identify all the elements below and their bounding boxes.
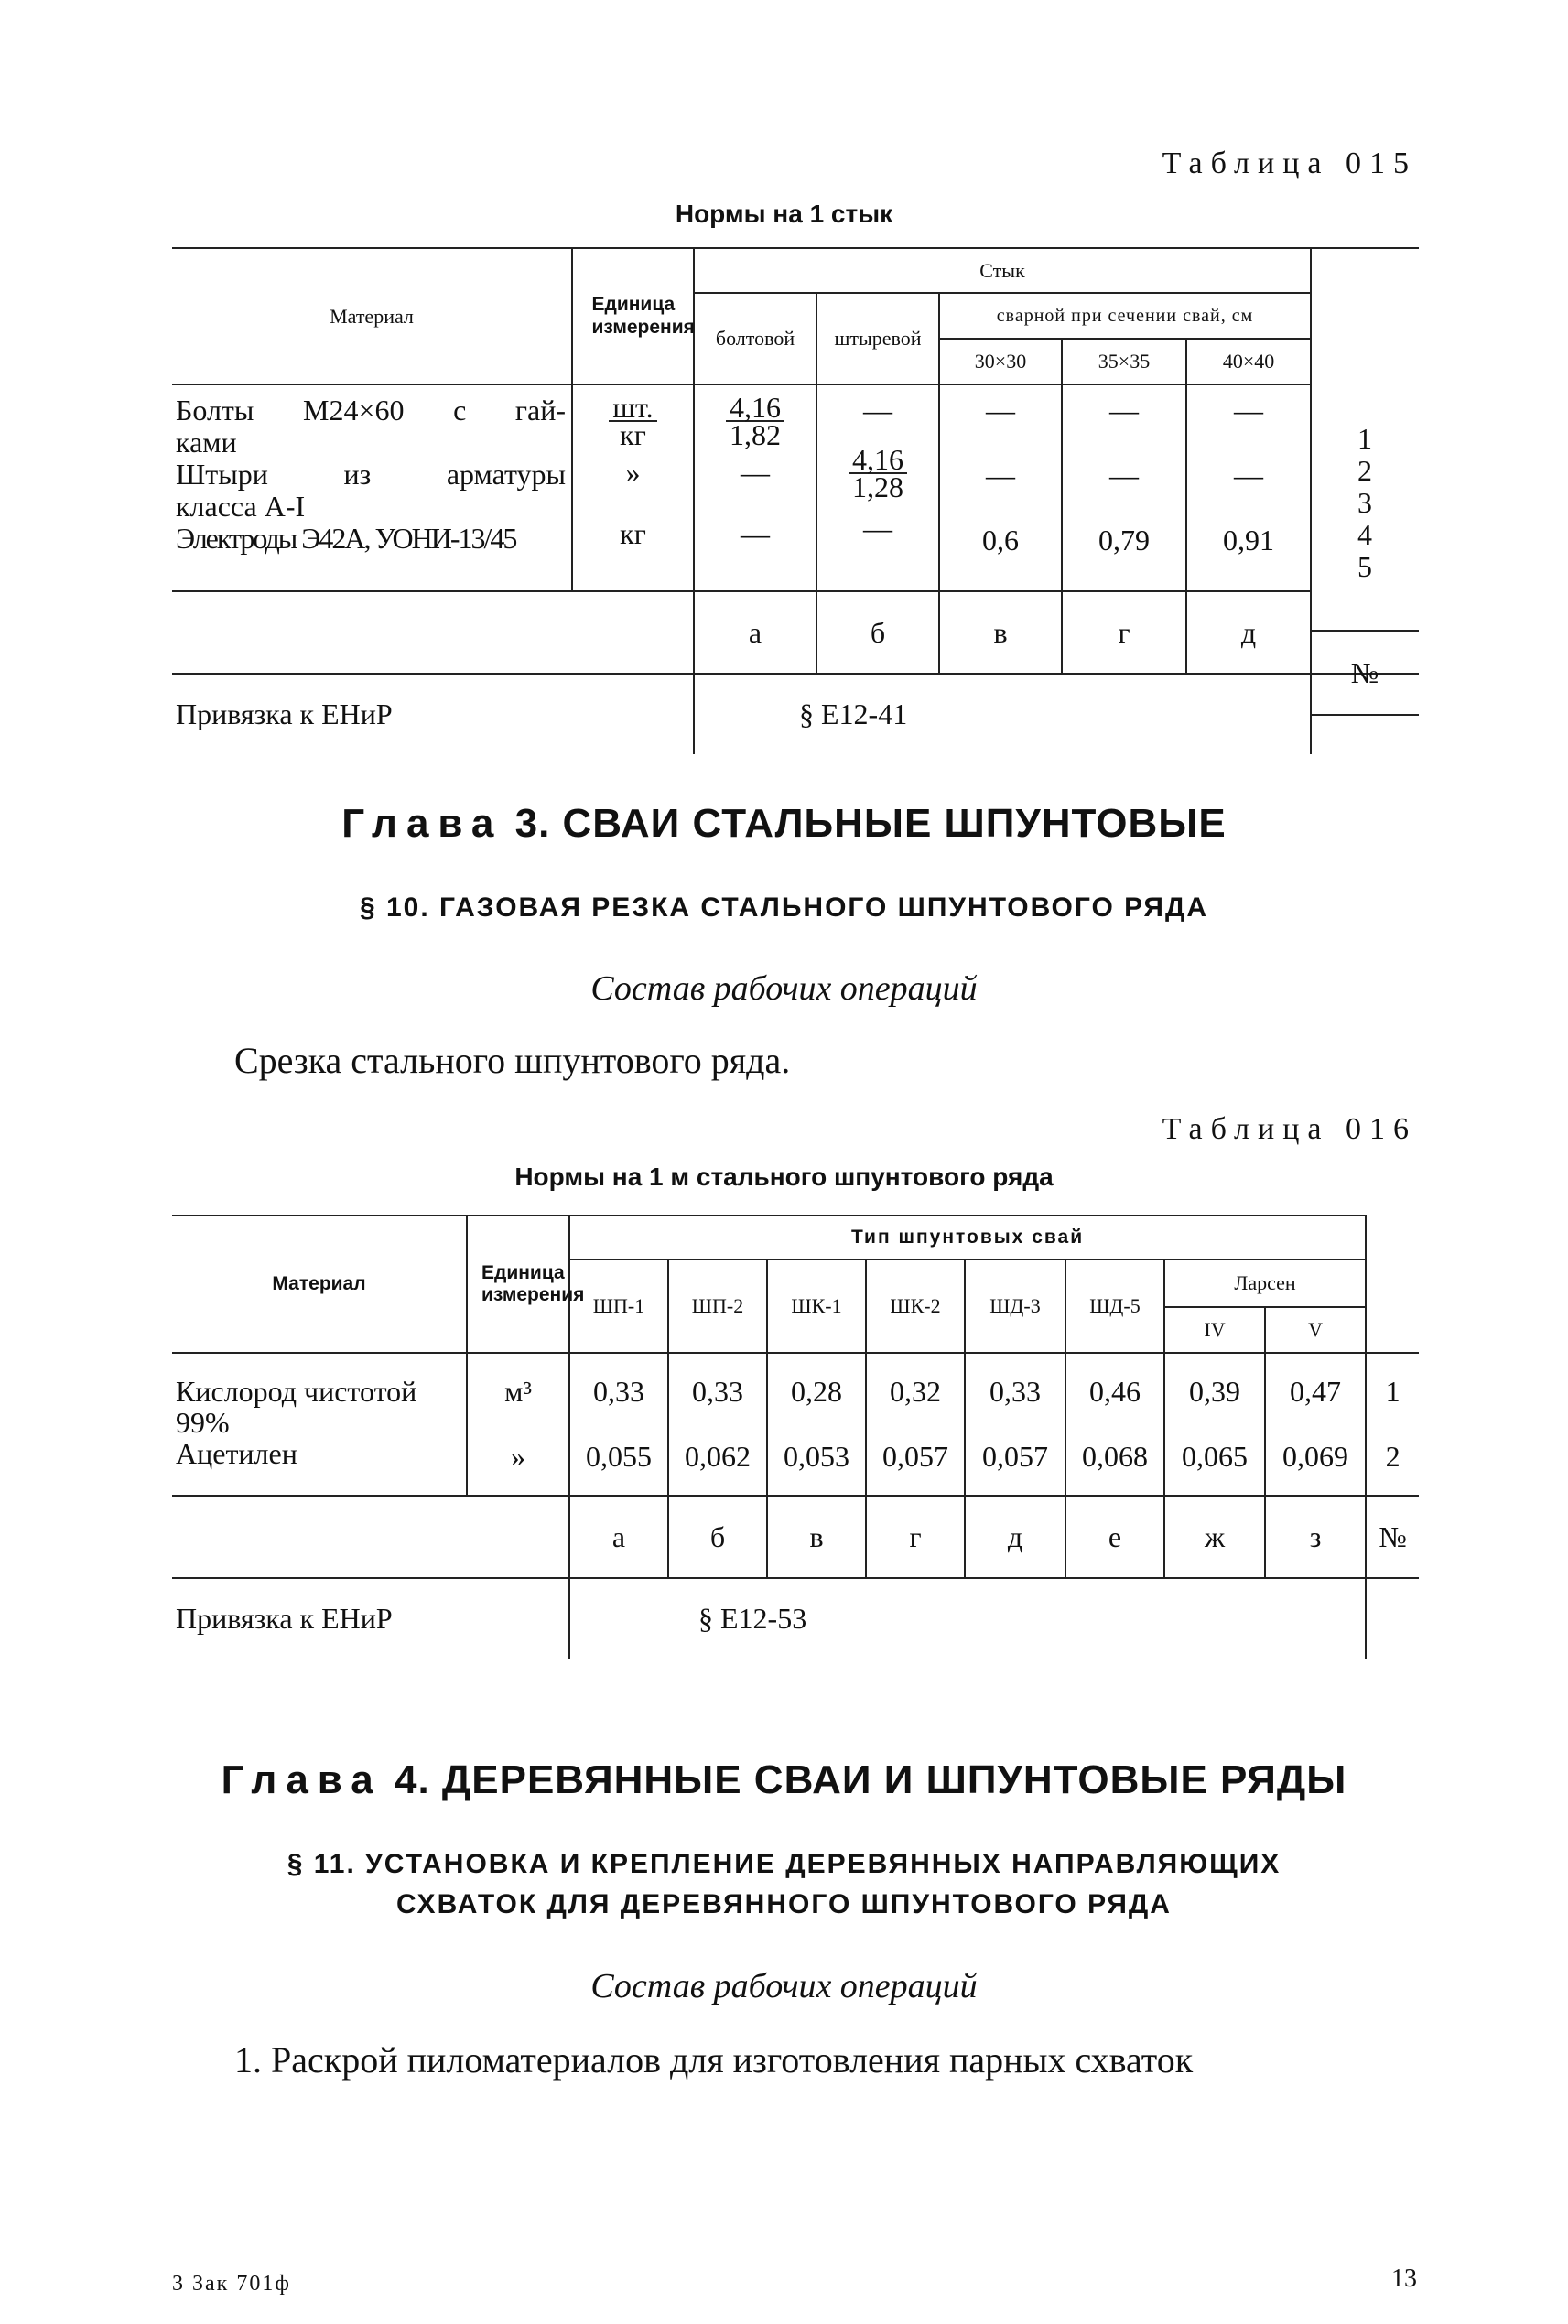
material-line: класса А-I [176, 490, 306, 523]
chapter-4-title [0, 1757, 1568, 1803]
value: 0,28 [791, 1375, 842, 1408]
value: 0,068 [1082, 1440, 1148, 1473]
row-number: 3 [1357, 486, 1372, 519]
reference-blank [1366, 1578, 1419, 1659]
value: 0,062 [685, 1440, 751, 1473]
value-cell [1265, 1353, 1366, 1496]
header-unit-text: Единица измерения [481, 1261, 585, 1305]
header-40x40: 40×40 [1186, 339, 1311, 384]
reference-value: § Е12-41 [694, 674, 1311, 754]
value: 0,79 [1098, 524, 1150, 557]
value: 0,91 [1223, 524, 1275, 557]
column-letter: д [1186, 591, 1311, 674]
column-letter: д [965, 1496, 1065, 1578]
bolted-cell [694, 384, 816, 591]
row-number: 2 [1357, 454, 1372, 487]
column-letter: е [1065, 1496, 1164, 1578]
unit-value: кг [620, 418, 646, 451]
table-016-caption: Нормы на 1 м стального шпунтового ряда [514, 1162, 1054, 1191]
header-welded: сварной при сечении свай, см [939, 293, 1311, 339]
header-unit-text: Единица измерения [591, 294, 695, 338]
row-number: 5 [1357, 550, 1372, 583]
header-iv: IV [1164, 1307, 1265, 1353]
value: 0,069 [1282, 1440, 1349, 1473]
footer-print-code: 3 Зак 701ф [172, 2272, 291, 2296]
section-title-line: СХВАТОК ДЛЯ ДЕРЕВЯННОГО ШПУНТОВОГО РЯДА [396, 1889, 1172, 1919]
material-line: Штыри из арматуры [176, 458, 566, 491]
s35-cell [1062, 384, 1186, 591]
chapter-title-text: 3. СВАИ СТАЛЬНЫЕ ШПУНТОВЫЕ [514, 801, 1227, 846]
header-shd3: ШД-3 [965, 1259, 1065, 1353]
header-type: Тип шпунтовых свай [569, 1216, 1366, 1259]
table-016-number: Таблица 016 [1162, 1112, 1417, 1146]
header-larsen: Ларсен [1164, 1259, 1366, 1307]
row-number-header-015: № [1311, 630, 1419, 716]
unit-cell [467, 1353, 569, 1496]
value: 0,32 [890, 1375, 941, 1408]
value-cell [569, 1353, 668, 1496]
value: 0,057 [882, 1440, 948, 1473]
value: 0,39 [1189, 1375, 1240, 1408]
value: — [986, 459, 1015, 492]
value-cell [1164, 1353, 1265, 1496]
material-line: Электроды Э42А, УОНИ-13/45 [176, 522, 516, 555]
row-number-cell [1366, 1353, 1419, 1496]
header-unit [572, 248, 694, 384]
letters-blank [172, 1496, 569, 1578]
bolted-fraction [726, 391, 784, 451]
chapter-title-text: 4. ДЕРЕВЯННЫЕ СВАИ И ШПУНТОВЫЕ РЯДЫ [394, 1757, 1347, 1802]
header-material: Материал [172, 248, 572, 384]
unit-value: кг [620, 517, 646, 550]
value: 0,46 [1089, 1375, 1141, 1408]
pin-fraction [849, 443, 907, 503]
s40-cell [1186, 384, 1311, 591]
table-015-caption: Нормы на 1 стык [675, 200, 893, 228]
column-letter: в [939, 591, 1062, 674]
table-016 [172, 1215, 1419, 1659]
operations-text-2: 1. Раскрой пиломатериалов для изготовления парных схваток [234, 2039, 1194, 2081]
unit-value: » [511, 1440, 525, 1473]
column-letter: в [767, 1496, 866, 1578]
s30-cell [939, 384, 1062, 591]
unit-value: м³ [504, 1375, 532, 1408]
reference-value: § Е12-53 [569, 1578, 1366, 1659]
unit-fraction [609, 391, 656, 451]
value: 0,33 [989, 1375, 1041, 1408]
value: — [863, 512, 892, 545]
value: 4,16 [726, 395, 784, 422]
header-pin: штыревой [816, 293, 939, 384]
value-cell [965, 1353, 1065, 1496]
value: — [741, 456, 770, 489]
pin-cell [816, 384, 939, 591]
chapter-prefix: Глава [221, 1757, 383, 1802]
reference-label: Привязка к ЕНиР [172, 1578, 569, 1659]
value: 1,82 [730, 418, 781, 451]
column-letter: г [866, 1496, 965, 1578]
section-title-line: § 11. УСТАНОВКА И КРЕПЛЕНИЕ ДЕРЕВЯННЫХ НАПРАВЛЯЮЩИХ [287, 1849, 1281, 1879]
table-015 [172, 247, 1419, 754]
row-numbers-015 [1311, 423, 1419, 583]
material-line: Кислород чистотой [176, 1375, 417, 1408]
value: — [1234, 394, 1264, 427]
header-shp2: ШП-2 [668, 1259, 767, 1353]
header-shd5: ШД-5 [1065, 1259, 1164, 1353]
unit-value: шт. [609, 395, 656, 422]
operations-text-1: Срезка стального шпунтового ряда. [234, 1040, 791, 1081]
header-shk2: ШК-2 [866, 1259, 965, 1353]
operations-heading-2: Состав рабочих операций [590, 1967, 978, 2005]
value: 1,28 [852, 470, 903, 503]
value: — [863, 394, 892, 427]
value: 4,16 [849, 447, 907, 474]
material-line: 99% [176, 1406, 230, 1439]
value: 0,33 [593, 1375, 644, 1408]
material-cell [172, 1353, 467, 1496]
value-cell [1065, 1353, 1164, 1496]
section-11-title [0, 1844, 1568, 1925]
material-line: ками [176, 426, 237, 459]
value: 0,065 [1182, 1440, 1248, 1473]
value-cell [866, 1353, 965, 1496]
unit-cell [572, 384, 694, 591]
material-cell [172, 384, 572, 591]
header-35x35: 35×35 [1062, 339, 1186, 384]
row-number: 2 [1385, 1440, 1400, 1473]
value-cell [668, 1353, 767, 1496]
value: — [1234, 459, 1264, 492]
header-v: V [1265, 1307, 1366, 1353]
value: 0,6 [982, 524, 1019, 557]
column-letter: з [1265, 1496, 1366, 1578]
value: 0,055 [586, 1440, 652, 1473]
column-letter: б [668, 1496, 767, 1578]
column-letter: б [816, 591, 939, 674]
header-unit [467, 1216, 585, 1353]
value: 0,33 [692, 1375, 743, 1408]
row-number: 1 [1357, 422, 1372, 455]
value: 0,47 [1290, 1375, 1342, 1408]
letters-blank [172, 591, 694, 674]
header-material: Материал [172, 1216, 467, 1353]
header-shk1: ШК-1 [767, 1259, 866, 1353]
page-number: 13 [1391, 2265, 1417, 2293]
material-line: Болты М24×60 с гай- [176, 394, 566, 427]
column-letter: г [1062, 591, 1186, 674]
reference-label: Привязка к ЕНиР [172, 674, 694, 754]
row-number: 1 [1385, 1375, 1400, 1408]
header-30x30: 30×30 [939, 339, 1062, 384]
header-bolted: болтовой [694, 293, 816, 384]
column-letter: а [694, 591, 816, 674]
value-cell [767, 1353, 866, 1496]
row-number-column [1366, 1216, 1419, 1353]
chapter-3-title [0, 801, 1568, 847]
value: — [1109, 459, 1139, 492]
value: — [986, 394, 1015, 427]
value: — [741, 517, 770, 550]
chapter-prefix: Глава [341, 801, 503, 846]
row-number: 4 [1357, 518, 1372, 551]
value: 0,057 [982, 1440, 1048, 1473]
operations-heading-1: Состав рабочих операций [590, 969, 978, 1008]
header-joint: Стык [694, 248, 1311, 293]
unit-value: » [625, 456, 641, 489]
header-shp1: ШП-1 [569, 1259, 668, 1353]
section-10-title: § 10. ГАЗОВАЯ РЕЗКА СТАЛЬНОГО ШПУНТОВОГО РЯДА [359, 892, 1209, 923]
value: 0,053 [784, 1440, 849, 1473]
table-015-number: Таблица 015 [1162, 146, 1417, 180]
column-letter: ж [1164, 1496, 1265, 1578]
material-line: Ацетилен [176, 1437, 297, 1470]
row-number-header: № [1366, 1496, 1419, 1578]
column-letter: а [569, 1496, 668, 1578]
value: — [1109, 394, 1139, 427]
